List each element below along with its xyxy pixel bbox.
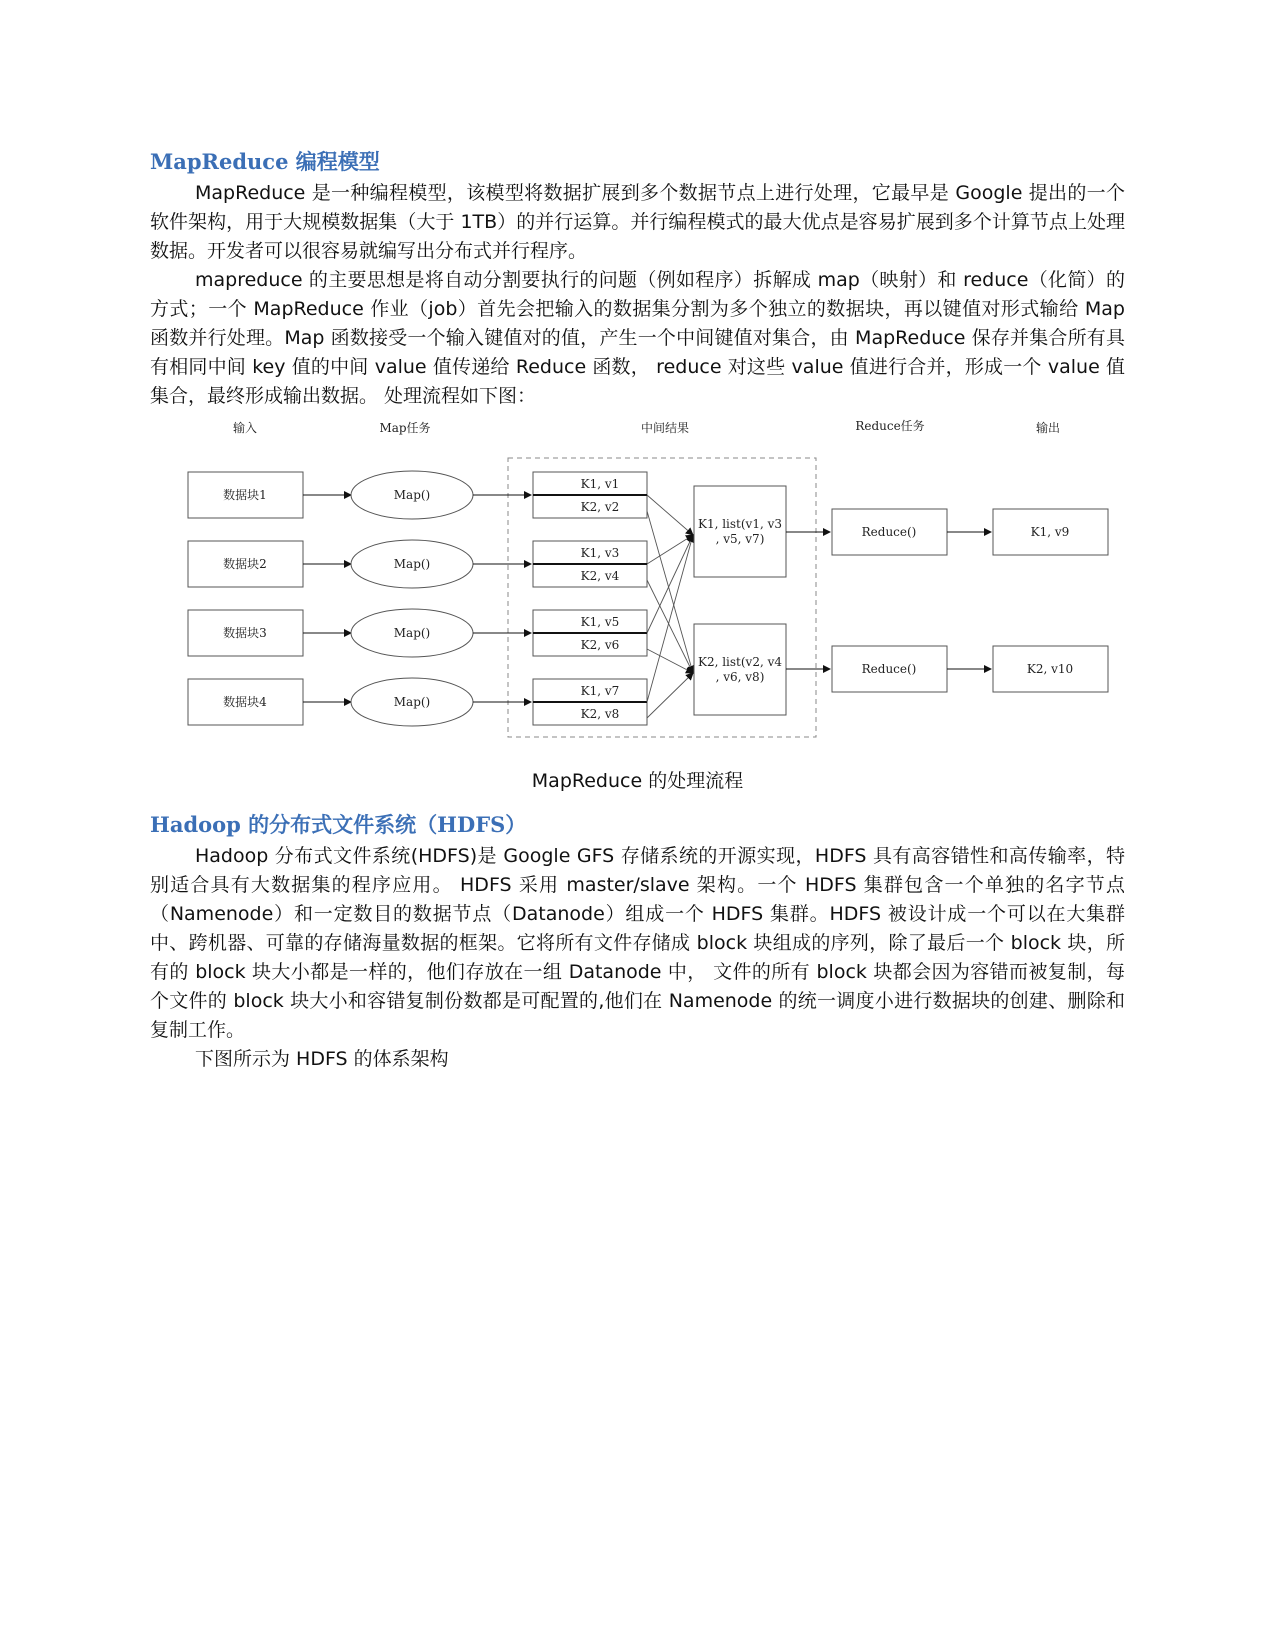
column-header-reduce: Reduce任务	[855, 419, 925, 433]
map-node-1-label: Map()	[393, 488, 431, 502]
pair-2b: K2, v4	[580, 569, 620, 583]
pair-4b: K2, v8	[580, 707, 620, 721]
data-block-3-label: 数据块3	[223, 626, 267, 640]
pair-1b: K2, v2	[580, 500, 620, 514]
document-page	[150, 145, 1125, 1074]
column-header-input: 输入	[232, 421, 258, 435]
map-node-2-label: Map()	[393, 557, 431, 571]
grouped-k2-line2: , v6, v8)	[715, 670, 765, 684]
paragraph-hdfs-intro: Hadoop 分布式文件系统(HDFS)是 Google GFS 存储系统的开源实现，HDFS 具有高容错性和高传输率，特别适合具有大数据集的程序应用。 HDFS 采用 master/slave 架构。一个 HDFS 集群包含一个单独的名字节点（Namenode）和一定数目的数据节点（Datanode）组成一个 HDFS 集群。HDFS 被设计成一个可以在大集群中、跨机器、可靠的存储海量数据的框架。它将所有文件存储成 block 块组成的序列，除了最后一个 block 块，所有的 block 块大小都是一样的，他们存放在一组 Datanode 中， 文件的所有 block 块都会因为容错而被复制，每个文件的 block 块大小和容错复制份数都是可配置的,他们在 Namenode 的统一调度小进行数据块的创建、删除和复制工作。	[150, 845, 1125, 1041]
pair-4a: K1, v7	[580, 684, 620, 698]
pair-1a: K1, v1	[580, 477, 620, 491]
column-header-map: Map任务	[379, 421, 431, 435]
mapreduce-flow-diagram	[150, 415, 1125, 760]
paragraph-hdfs-figure-ref: 下图所示为 HDFS 的体系架构	[195, 1048, 449, 1070]
output-node-1-label: K1, v9	[1030, 525, 1070, 539]
section-heading-mapreduce: MapReduce 编程模型	[150, 149, 380, 174]
output-node-2-label: K2, v10	[1026, 662, 1074, 676]
pair-2a: K1, v3	[580, 546, 620, 560]
figure-caption: MapReduce 的处理流程	[531, 770, 744, 792]
paragraph-mapreduce-idea: mapreduce 的主要思想是将自动分割要执行的问题（例如程序）拆解成 map（映射）和 reduce（化简）的方式；一个 MapReduce 作业（job）首先会把输入的数据集分割为多个独立的数据块，再以键值对形式输给 Map 函数并行处理。Map 函数接受一个输入键值对的值，产生一个中间键值对集合，由 MapReduce 保存并集合所有具有相同中间 key 值的中间 value 值传递给 Reduce 函数， reduce 对这些 value 值进行合并，形成一个 value 值集合，最终形成输出数据。 处理流程如下图：	[150, 269, 1125, 407]
section-heading-hdfs: Hadoop 的分布式文件系统（HDFS）	[150, 812, 527, 837]
reduce-node-2-label: Reduce()	[861, 662, 917, 676]
grouped-k1-line2: , v5, v7)	[715, 532, 765, 546]
column-header-mid: 中间结果	[640, 421, 690, 435]
data-block-1-label: 数据块1	[223, 488, 267, 502]
column-header-output: 输出	[1035, 421, 1061, 435]
reduce-node-1-label: Reduce()	[861, 525, 917, 539]
paragraph-mapreduce-intro: MapReduce 是一种编程模型，该模型将数据扩展到多个数据节点上进行处理，它最早是 Google 提出的一个软件架构，用于大规模数据集（大于 1TB）的并行运算。并行编程模式的最大优点是容易扩展到多个计算节点上处理数据。开发者可以很容易就编写出分布式并行程序。	[150, 182, 1125, 262]
data-block-4-label: 数据块4	[223, 695, 267, 709]
data-block-2-label: 数据块2	[223, 557, 267, 571]
map-node-3-label: Map()	[393, 626, 431, 640]
pair-3b: K2, v6	[580, 638, 620, 652]
grouped-k1-line1: K1, list(v1, v3	[697, 517, 783, 531]
grouped-k2-line1: K2, list(v2, v4	[697, 655, 783, 669]
map-node-4-label: Map()	[393, 695, 431, 709]
pair-3a: K1, v5	[580, 615, 620, 629]
